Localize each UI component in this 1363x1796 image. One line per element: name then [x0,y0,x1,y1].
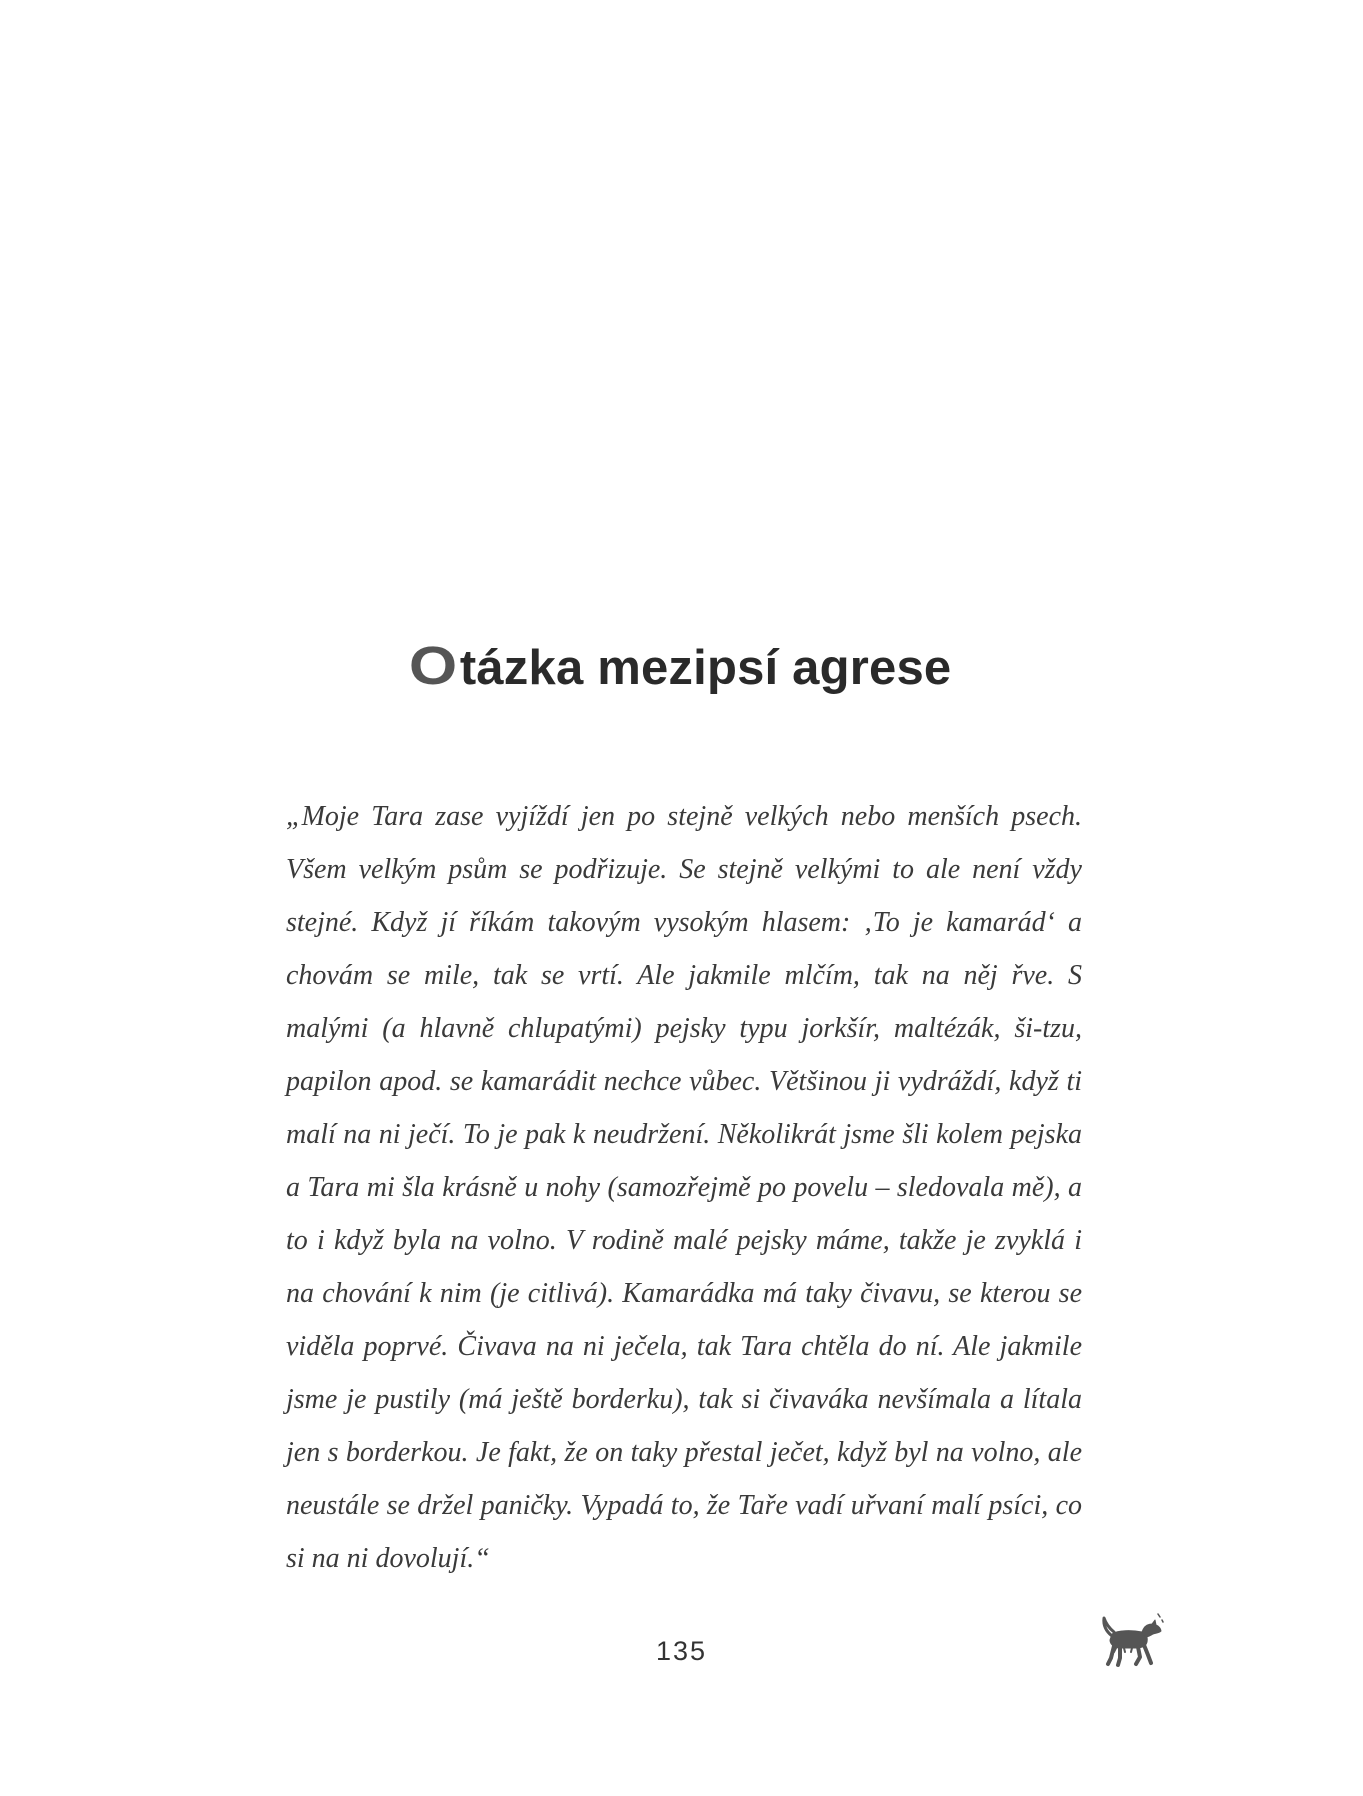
chapter-title [0,635,1363,696]
title-initial: O [408,635,457,696]
page-number: 135 [655,1636,708,1666]
quote-paragraph: „Moje Tara zase vyjíždí jen po stejně velkých nebo menších psech. Všem velkým psům se podřizuje. Se stejně velkými to ale není vždy stejné. Když jí říkám takovým vysokým hlasem: ‚To je kamarád‘ a chovám se mile, tak se vrtí. Ale jakmile mlčím, tak na něj řve. S malými (a hlavně chlupatými) pejsky typu jorkšír, maltézák, ši-tzu, papilon apod. se kamarádit nechce vůbec. Většinou ji vydráždí, když ti malí na ni ječí. To je pak k neudržení. Několikrát jsme šli kolem pejska a Tara mi šla krásně u nohy (samozřejmě po povelu – sledovala mě), a to i když byla na volno. V rodině malé pejsky máme, takže je zvyklá i na chování k nim (je citlivá). Kamarádka má taky čivavu, se kterou se viděla poprvé. Čivava na ni ječela, tak Tara chtěla do ní. Ale jakmile jsme je pustily (má ještě borderku), tak si čivaváka nevšímala a lítala jen s borderkou. Je fakt, že on taky přestal ječet, když byl na volno, ale neustále se držel paničky. Vypadá to, že Taře vadí uřvaní malí psíci, co si na ni dovolují.“ [286,801,1082,1574]
title-rest: tázka mezipsí agrese [459,640,952,695]
dog-icon [1098,1612,1164,1668]
